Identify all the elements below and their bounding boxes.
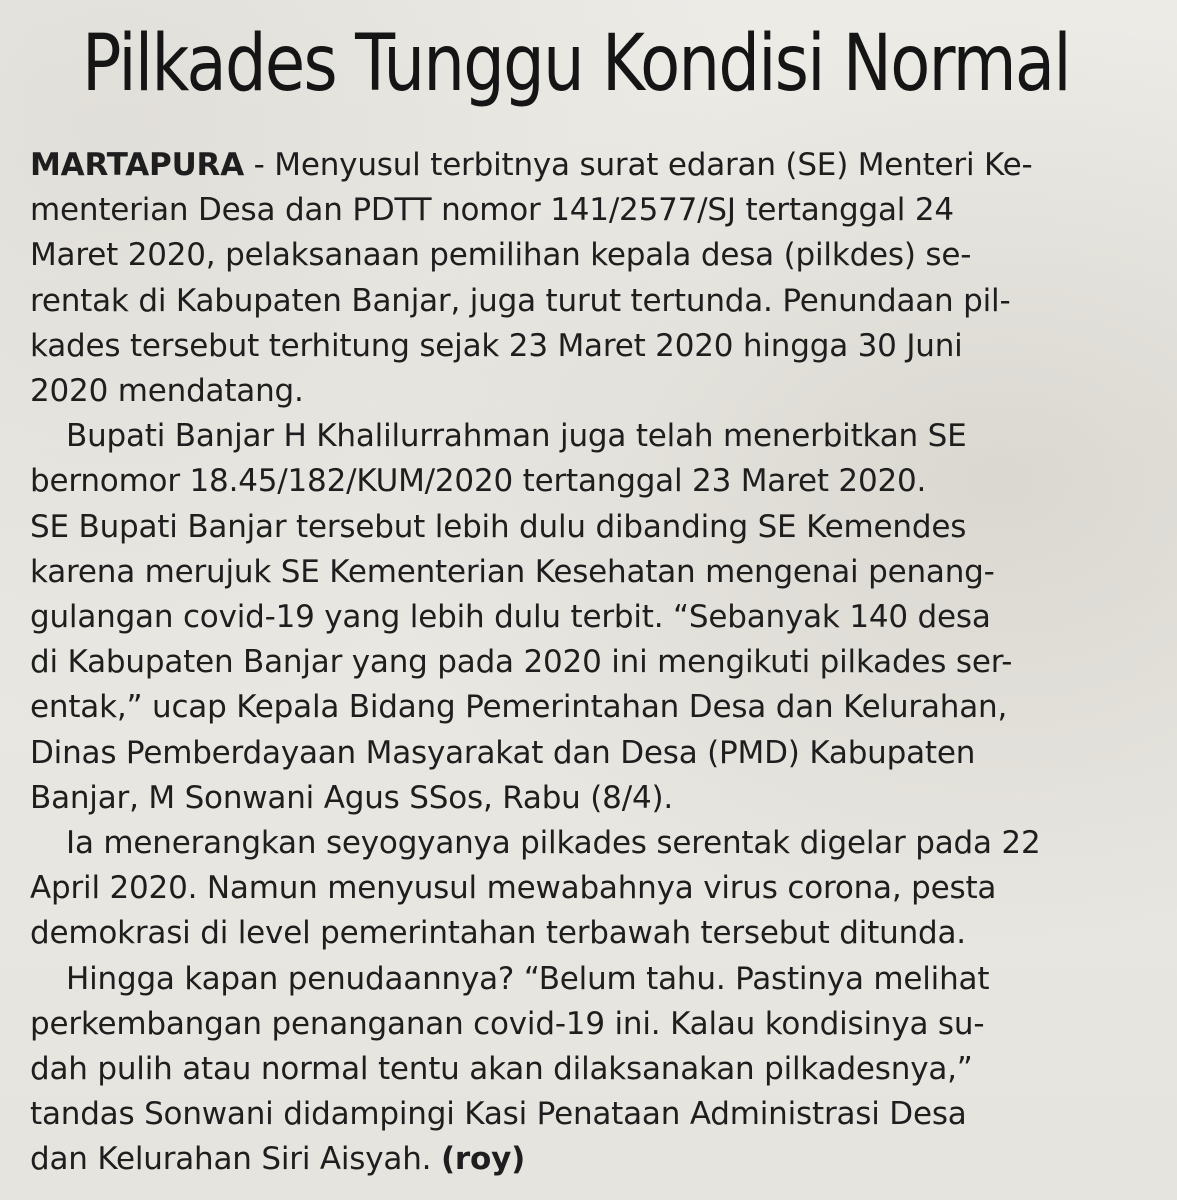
article-body	[30, 143, 1160, 1183]
paragraph-1-line-3: Maret 2020, pelaksanaan pemilihan kepala desa (pilkdes) se-	[30, 237, 972, 274]
paragraph-1-line-1: MARTAPURA - Menyusul terbitnya surat edaran (SE) Menteri Ke-	[30, 147, 1033, 183]
byline: (roy)	[440, 1141, 526, 1178]
paragraph-2-line-4: karena merujuk SE Kementerian Kesehatan mengenai penang-	[30, 553, 995, 590]
dateline: MARTAPURA	[30, 147, 245, 183]
paragraph-2-line-7: entak,” ucap Kepala Bidang Pemerintahan Desa dan Kelurahan,	[30, 689, 1008, 726]
paragraph-2-line-2: bernomor 18.45/182/KUM/2020 tertanggal 23 Maret 2020.	[30, 463, 927, 500]
paragraph-4-line-3: dah pulih atau normal tentu akan dilaksanakan pilkadesnya,”	[30, 1051, 973, 1088]
paragraph-3-line-1: Ia menerangkan seyogyanya pilkades serentak digelar pada 22	[66, 825, 1041, 862]
paragraph-1-line-6: 2020 mendatang.	[30, 373, 304, 410]
paragraph-2-line-8: Dinas Pemberdayaan Masyarakat dan Desa (PMD) Kabupaten	[30, 734, 976, 771]
paragraph-4-line-5: dan Kelurahan Siri Aisyah. (roy)	[30, 1141, 526, 1178]
paragraph-4-line-4: tandas Sonwani didampingi Kasi Penataan Administrasi Desa	[30, 1096, 967, 1133]
paragraph-1	[30, 143, 1160, 414]
paragraph-2-line-6: di Kabupaten Banjar yang pada 2020 ini mengikuti pilkades ser-	[30, 644, 1013, 681]
paragraph-4-line-2: perkembangan penanganan covid-19 ini. Kalau kondisinya su-	[30, 1005, 985, 1042]
paragraph-2-line-3: SE Bupati Banjar tersebut lebih dulu dibanding SE Kemendes	[30, 508, 967, 545]
paragraph-2-line-9: Banjar, M Sonwani Agus SSos, Rabu (8/4).	[30, 779, 674, 816]
paragraph-3	[30, 821, 1160, 957]
paragraph-3-line-3: demokrasi di level pemerintahan terbawah tersebut ditunda.	[30, 915, 966, 952]
paragraph-2	[30, 414, 1160, 821]
headline: Pilkades Tunggu Kondisi Normal	[82, 19, 1070, 109]
paragraph-1-line-2: menterian Desa dan PDTT nomor 141/2577/SJ tertanggal 24	[30, 192, 954, 229]
paragraph-1-line-4: rentak di Kabupaten Banjar, juga turut tertunda. Penundaan pil-	[30, 282, 1011, 319]
paragraph-1-line-5: kades tersebut terhitung sejak 23 Maret 2020 hingga 30 Juni	[30, 327, 963, 364]
paragraph-4	[30, 957, 1160, 1183]
paragraph-2-line-1: Bupati Banjar H Khalilurrahman juga telah menerbitkan SE	[66, 418, 967, 455]
paragraph-4-line-1: Hingga kapan penudaannya? “Belum tahu. Pastinya melihat	[66, 960, 990, 997]
paragraph-3-line-2: April 2020. Namun menyusul mewabahnya virus corona, pesta	[30, 870, 997, 907]
paragraph-2-line-5: gulangan covid-19 yang lebih dulu terbit. “Sebanyak 140 desa	[30, 599, 991, 636]
